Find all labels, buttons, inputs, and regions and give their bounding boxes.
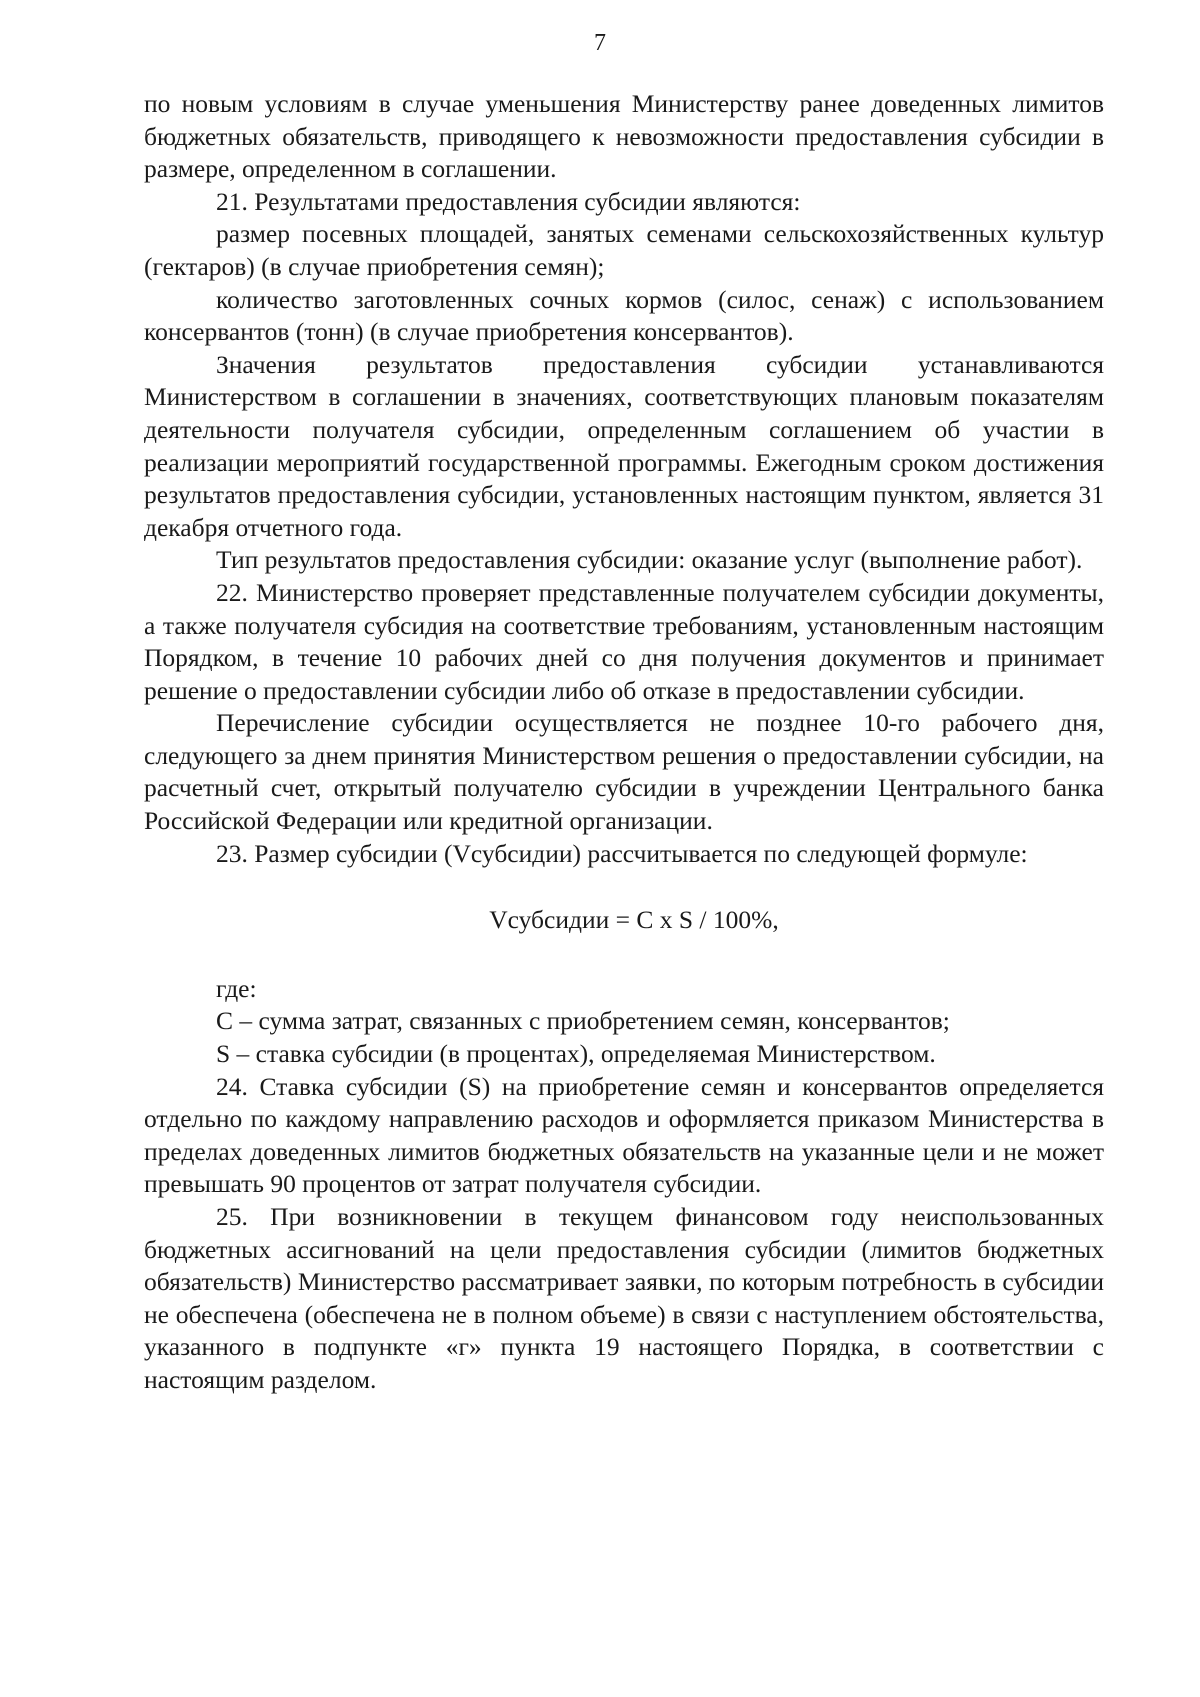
paragraph: Значения результатов предоставления субсидии устанавливаются Министерством в соглашении в значениях, соответствующих плановым показателям деятельности получателя субсидии, определенным соглашением об участии в реализации мероприятий государственной программы. Ежегодным сроком достижения результатов предоставления субсидии, установленных настоящим пунктом, является 31 декабря отчетного года.	[144, 349, 1104, 542]
paragraph: 23. Размер субсидии (Vсубсидии) рассчитывается по следующей формуле:	[216, 838, 1028, 868]
paragraph: 22. Министерство проверяет представленные получателем субсидии документы, а также получателя субсидия на соответствие требованиям, установленным настоящим Порядком, в течение 10 рабочих дней со дня получения документов и принимает решение о предоставлении субсидии либо об отказе в предоставлении субсидии.	[144, 577, 1104, 705]
paragraph: 21. Результатами предоставления субсидии являются:	[216, 186, 801, 216]
paragraph: 24. Ставка субсидии (S) на приобретение семян и консервантов определяется отдельно по каждому направлению расходов и оформляется приказом Министерства в пределах доведенных лимитов бюджетных обязательств на указанные цели и не может превышать 90 процентов от затрат получателя субсидии.	[144, 1071, 1104, 1199]
paragraph: Перечисление субсидии осуществляется не позднее 10-го рабочего дня, следующего за днем принятия Министерством решения о предоставлении субсидии, на расчетный счет, открытый получателю субсидии в учреждении Центрального банка Российской Федерации или кредитной организации.	[144, 708, 1104, 836]
paragraph: где:	[216, 973, 257, 1003]
page-number: 7	[594, 30, 606, 56]
paragraph: С – сумма затрат, связанных с приобретением семян, консервантов;	[216, 1006, 950, 1036]
paragraph: размер посевных площадей, занятых семенами сельскохозяйственных культур (гектаров) (в случае приобретения семян);	[144, 219, 1104, 281]
paragraph: S – ставка субсидии (в процентах), определяемая Министерством.	[216, 1039, 936, 1069]
paragraph: Тип результатов предоставления субсидии: оказание услуг (выполнение работ).	[216, 545, 1083, 575]
document-body	[144, 88, 1104, 1397]
paragraph: по новым условиям в случае уменьшения Министерству ранее доведенных лимитов бюджетных обязательств, приводящего к невозможности предоставления субсидии в размере, определенном в соглашении.	[144, 89, 1104, 184]
subsidy-formula: Vсубсидии = С x S / 100%,	[489, 905, 779, 935]
paragraph: 25. При возникновении в текущем финансовом году неиспользованных бюджетных ассигнований на цели предоставления субсидии (лимитов бюджетных обязательств) Министерство рассматривает заявки, по которым потребность в субсидии не обеспечена (обеспечена не в полном объеме) в связи с наступлением обстоятельства, указанного в подпункте «г» пункта 19 настоящего Порядка, в соответствии с настоящим разделом.	[144, 1202, 1104, 1394]
paragraph: количество заготовленных сочных кормов (силос, сенаж) с использованием консервантов (тонн) (в случае приобретения консервантов).	[144, 284, 1104, 347]
